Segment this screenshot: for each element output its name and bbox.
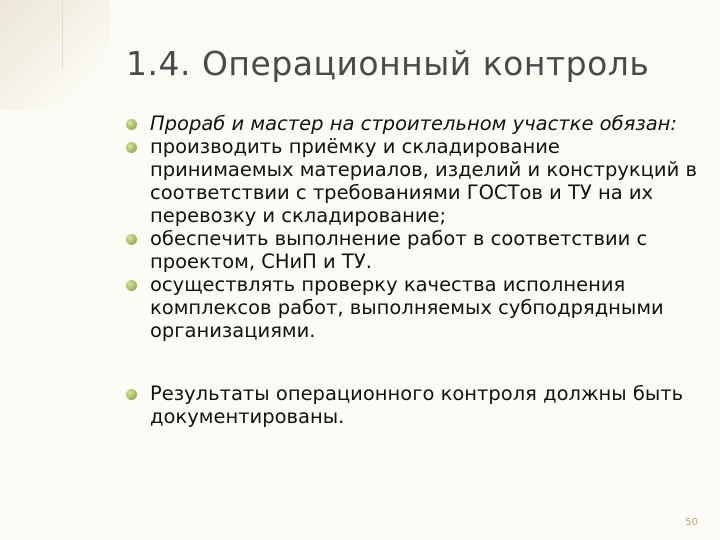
bullet-icon bbox=[126, 119, 137, 130]
bullet-list bbox=[126, 112, 706, 428]
bullet-text: Прораб и мастер на строительном участке обязан: bbox=[150, 112, 677, 135]
bullet-icon bbox=[126, 142, 137, 153]
bullet-item bbox=[126, 382, 706, 428]
bullet-text: производить приёмку и складирование принимаемых материалов, изделий и конструкций в соответствии с требованиями ГОСТов и ТУ на их перевозку и складирование; bbox=[150, 135, 697, 227]
bullet-item bbox=[126, 135, 706, 227]
bullet-item bbox=[126, 112, 706, 135]
bullet-text: осуществлять проверку качества исполнения комплексов работ, выполняемых субподрядными организациями. bbox=[150, 273, 664, 342]
page-number: 50 bbox=[685, 517, 698, 528]
corner-decoration bbox=[0, 0, 110, 110]
bullet-item bbox=[126, 227, 706, 273]
corner-divider bbox=[62, 0, 63, 70]
slide-title: 1.4. Операционный контроль bbox=[126, 44, 650, 83]
bullet-item bbox=[126, 273, 706, 342]
bullet-icon bbox=[126, 234, 137, 245]
bullet-text: обеспечить выполнение работ в соответствии с проектом, СНиП и ТУ. bbox=[150, 227, 648, 273]
bullet-icon bbox=[126, 389, 137, 400]
bullet-text: Результаты операционного контроля должны быть документированы. bbox=[150, 382, 684, 428]
bullet-icon bbox=[126, 280, 137, 291]
